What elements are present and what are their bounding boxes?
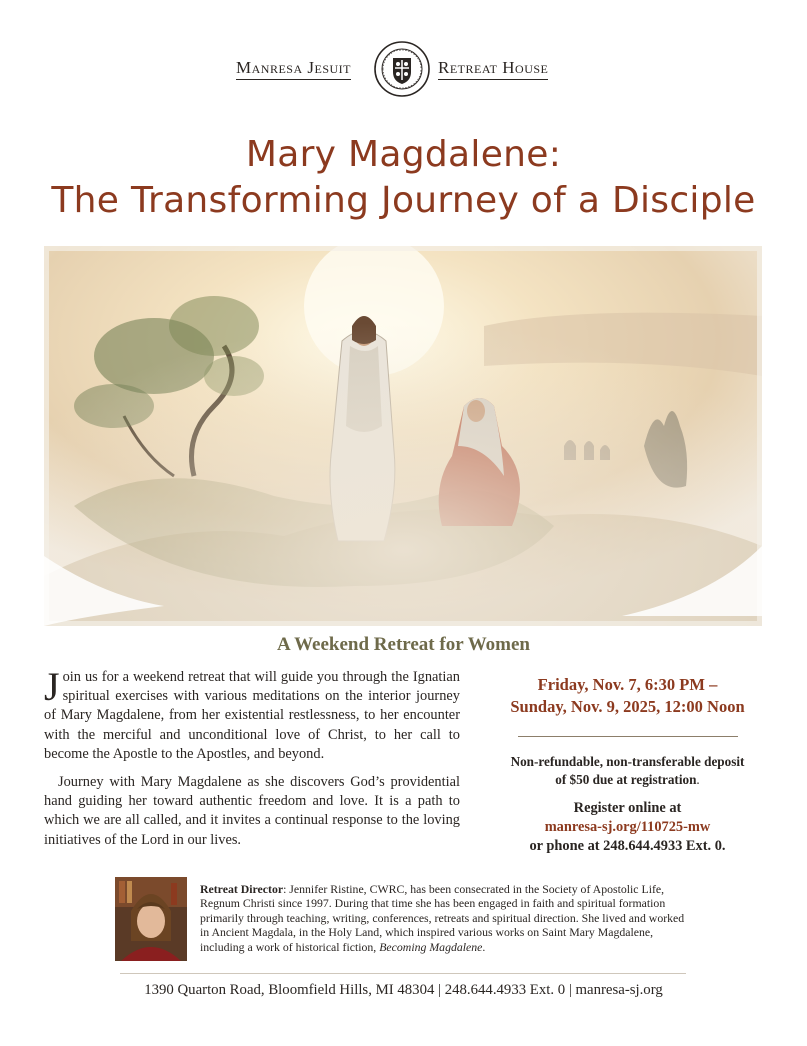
- deposit-line-1: Non-refundable, non-transferable deposit: [510, 754, 745, 769]
- register-line-1: Register online at: [573, 800, 682, 816]
- deposit-line-2: [490, 771, 765, 789]
- book-title: Becoming Magdalene: [379, 939, 483, 954]
- footer-divider: [120, 973, 686, 974]
- register-url-link[interactable]: manresa-sj.org/110725-mw: [544, 819, 711, 835]
- header: [0, 40, 807, 104]
- paragraph-1-text: oin us for a weekend retreat that will guide you through the Ignatian spiritual exercises with various meditations on the interior journey of Mary Magdalene, from her existential restlessness, to her encounter with the merciful and unconditional love of Christ, to her call to become the Apostle to the Apostles, and beyond.: [44, 669, 460, 762]
- title-line-1: Mary Magdalene:: [245, 134, 562, 175]
- director-bio: [200, 882, 692, 954]
- org-name-right: Retreat House: [438, 58, 548, 80]
- body-text: [44, 664, 460, 859]
- director-label: Retreat Director: [200, 882, 284, 896]
- subtitle: A Weekend Retreat for Women: [277, 634, 530, 655]
- drop-cap: J: [44, 664, 60, 709]
- event-details: [490, 674, 765, 856]
- manresa-seal-icon: [373, 40, 431, 98]
- deposit-period: .: [696, 772, 700, 787]
- title-line-2: The Transforming Journey of a Disciple: [51, 180, 756, 221]
- deposit-line-2-text: of $50 due at registration: [555, 772, 697, 787]
- paragraph-1: [44, 664, 460, 764]
- event-dates: [490, 674, 765, 718]
- christ-and-mary-magdalene-painting: [44, 246, 762, 626]
- divider: [518, 736, 738, 737]
- director-photo: [115, 877, 187, 961]
- registration-info: [490, 799, 765, 856]
- paragraph-2: Journey with Mary Magdalene as she discovers God’s providential hand guiding her toward authentic freedom and love. It is a path to which we are all called, and it invites a continual response to the loving initiatives of the Lord in our lives.: [44, 774, 460, 848]
- director-end: .: [482, 939, 486, 954]
- director-text: : Jennifer Ristine, CWRC, has been consecrated in the Society of Apostolic Life, Regnum Christi since 1997. During that time she has been engaged in faith and spiritual formation primarily through teaching, writing, conferences, retreats and spiritual direction. She lived and worked in Ancient Magdala, in the Holy Land, which inspired various works on Saint Mary Magdalene, including a work of historical fiction,: [200, 882, 685, 954]
- register-phone: or phone at 248.644.4933 Ext. 0.: [529, 838, 726, 854]
- org-name-left: Manresa Jesuit: [236, 58, 351, 80]
- date-line-1: Friday, Nov. 7, 6:30 PM –: [537, 675, 718, 694]
- date-line-2: Sunday, Nov. 9, 2025, 12:00 Noon: [510, 697, 745, 716]
- deposit-info: [490, 753, 765, 789]
- footer-address: 1390 Quarton Road, Bloomfield Hills, MI 48304 | 248.644.4933 Ext. 0 | manresa-sj.org: [144, 982, 663, 998]
